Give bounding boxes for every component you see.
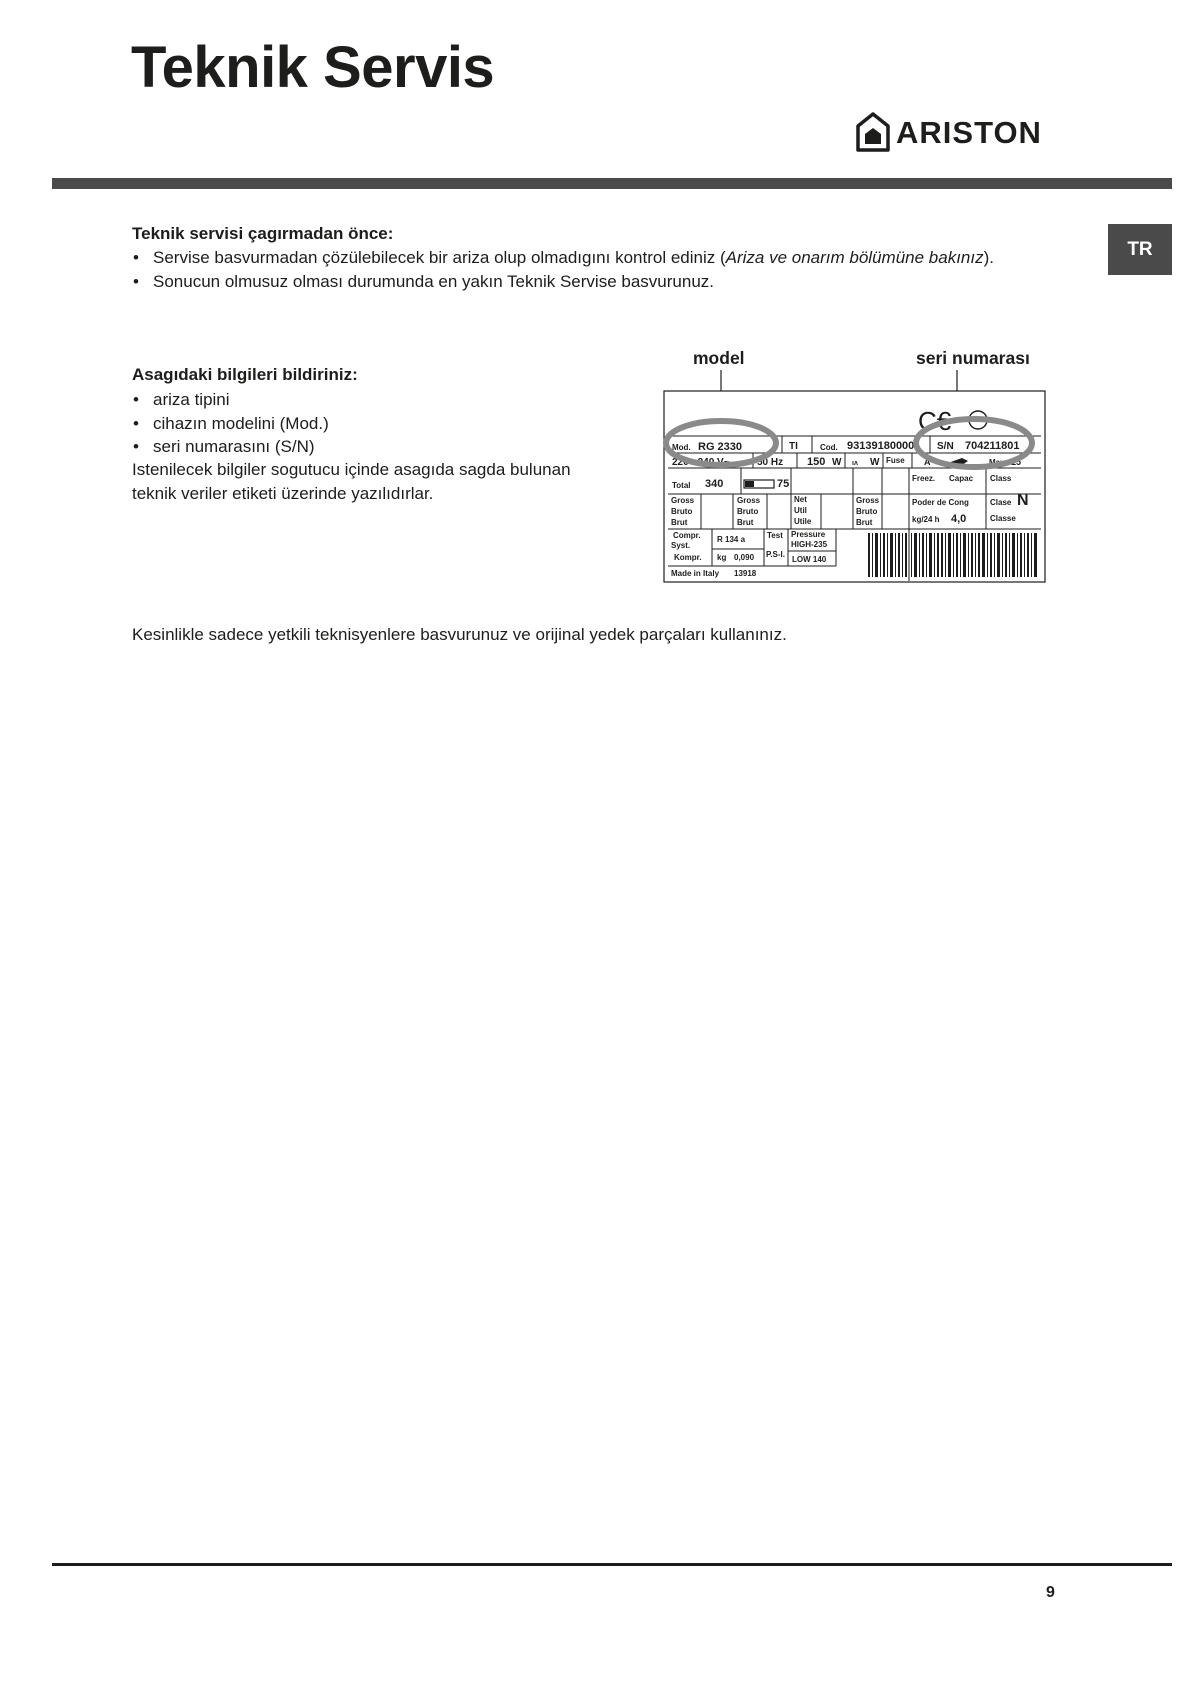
list-item: • Sonucun olmusuz olması durumunda en yakın Teknik Servise basvurunuz. (132, 270, 1092, 294)
fuse-label: Fuse (886, 456, 905, 465)
refrigerant-value: R 134 a (717, 535, 746, 544)
compr-label: Compr. Syst. Kompr. (671, 531, 702, 562)
voltage-value: 220 - 240 V~ (672, 457, 730, 468)
list-item: • seri numarasını (S/N) (132, 435, 612, 459)
report-info-list (132, 388, 612, 459)
poder-label: Poder de Cong (912, 498, 969, 507)
made-code: 13918 (734, 569, 757, 578)
total-value: 340 (705, 478, 724, 490)
net-label: Net Util Utile (794, 495, 812, 526)
before-call-heading: Teknik servisi çagırmadan önce: (132, 224, 394, 243)
kg-label: kg (717, 553, 727, 562)
before-call-list (132, 246, 1092, 293)
mod-value: RG 2330 (698, 441, 743, 453)
page-title: Teknik Servis (131, 35, 495, 100)
list-item: • cihazın modelini (Mod.) (132, 412, 612, 436)
clase-label: Clase (990, 498, 1012, 507)
gross-label-2: Gross Bruto Brut (737, 496, 761, 527)
kg-value: 0,090 (734, 553, 755, 562)
brand-logo (856, 112, 1042, 152)
page-number: 9 (1046, 1584, 1055, 1601)
report-info-paragraph: Istenilecek bilgiler sogutucu içinde asagıda sagda bulunan teknik veriler etiketi üzerinde yazılıdırlar. (132, 460, 571, 503)
gross-label-1: Gross Bruto Brut (671, 496, 695, 527)
kg24-value: 4,0 (951, 513, 967, 525)
mod-label: Mod. (672, 443, 691, 452)
footer-rule (52, 1563, 1172, 1566)
made-in-label: Made in Italy (671, 569, 720, 578)
cod-label: Cod. (820, 443, 838, 452)
max-value: 15 (1011, 457, 1022, 467)
model-callout: model (693, 348, 745, 368)
total-label: Total (672, 481, 691, 490)
power-value: 150 (807, 456, 826, 468)
ce-mark: C€ (918, 406, 952, 436)
header-rule (52, 178, 1172, 189)
gross-label-3: Gross Bruto Brut (856, 496, 880, 527)
report-info-heading: Asagıdaki bilgileri bildiriniz: (132, 365, 358, 384)
amp-label: A (924, 457, 931, 467)
sn-value: 704211801 (965, 440, 1020, 452)
pressure-high: HIGH-235 (791, 540, 828, 549)
power-unit: W (832, 457, 842, 468)
kg24-label: kg/24 h (912, 515, 940, 524)
lamp-power-unit: W (870, 457, 880, 468)
sn-label: S/N (937, 441, 954, 452)
brand-name: ARISTON (896, 114, 1042, 150)
rating-plate (662, 348, 1047, 588)
ti-label: TI (789, 441, 798, 452)
pressure-low: LOW 140 (792, 555, 827, 564)
class-label: Class (990, 474, 1012, 483)
frequency-value: 50 Hz (757, 457, 784, 468)
house-logo-icon (856, 112, 890, 152)
language-tab: TR (1108, 224, 1172, 275)
technician-note: Kesinlikle sadece yetkili teknisyenlere basvurunuz ve orijinal yedek parçaları kullanınız. (132, 625, 787, 644)
max-label: Max (989, 458, 1005, 467)
star-value: 75 (777, 478, 790, 490)
rating-plate-figure (662, 348, 1047, 588)
lamp-symbol: ıʌ (852, 460, 858, 467)
clase-value: N (1017, 492, 1029, 509)
pressure-label: Pressure (791, 530, 826, 539)
serial-callout: seri numarası (916, 348, 1030, 368)
cod-value: 93139180000 (847, 440, 915, 452)
test-label: Test (767, 531, 783, 540)
psi-label: P.S-I. (766, 550, 785, 559)
list-item: • ariza tipini (132, 388, 612, 412)
classe-label: Classe (990, 514, 1016, 523)
list-item: • Servise basvurmadan çözülebilecek bir ariza olup olmadıgını kontrol ediniz (Ariza ve onarım bölümüne bakınız). (132, 246, 1092, 270)
freez-label: Freez. (912, 474, 936, 483)
capac-label: Capac (949, 474, 974, 483)
